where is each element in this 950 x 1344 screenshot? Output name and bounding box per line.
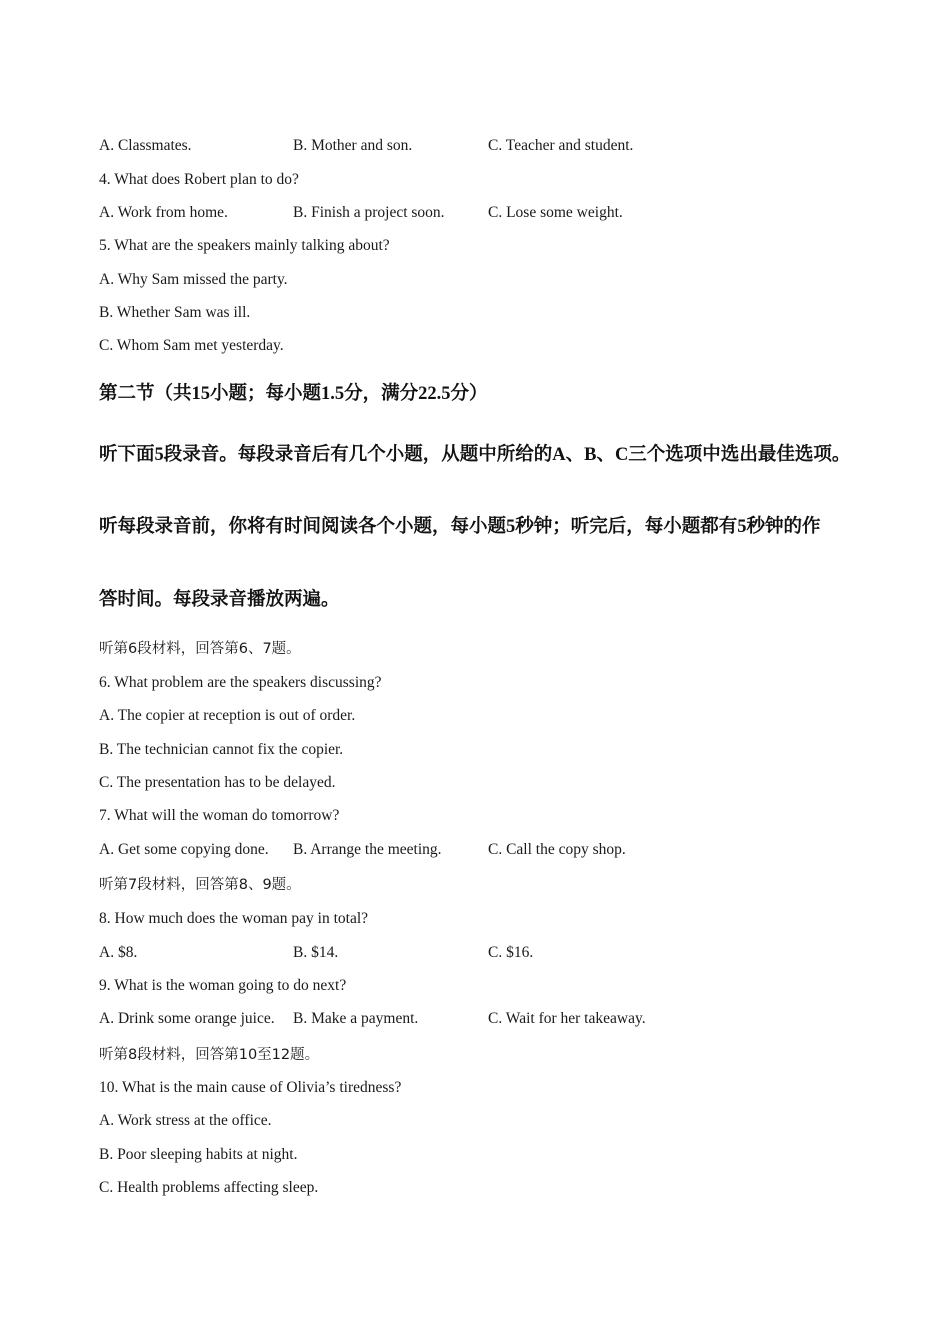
q6-option-c: C. The presentation has to be delayed. [99,774,336,791]
q8-stem: 8. How much does the woman pay in total? [99,910,369,927]
section-2-instruction-2: 听每段录音前，你将有时间阅读各个小题，每小题5秒钟；听完后，每小题都有5秒钟的作 [99,517,821,537]
q6-option-b: B. The technician cannot fix the copier. [99,741,344,758]
q9-stem: 9. What is the woman going to do next? [99,977,347,994]
q10-option-a: A. Work stress at the office. [99,1112,272,1129]
group-6-note: 听第6段材料，回答第6、7题。 [99,641,301,657]
group-7-note: 听第7段材料，回答第8、9题。 [99,877,301,893]
q8-option-b: B. $14. [293,944,339,961]
q4-option-b: B. Finish a project soon. [293,204,445,221]
q7-option-b: B. Arrange the meeting. [293,841,442,858]
q3-option-a: A. Classmates. [99,137,192,154]
q5-stem: 5. What are the speakers mainly talking about? [99,237,390,254]
section-2-instruction-3: 答时间。每段录音播放两遍。 [99,590,340,610]
q8-option-a: A. $8. [99,944,138,961]
q10-stem: 10. What is the main cause of Olivia’s tiredness? [99,1079,402,1096]
q3-option-b: B. Mother and son. [293,137,413,154]
q3-option-c: C. Teacher and student. [488,137,634,154]
q4-option-a: A. Work from home. [99,204,228,221]
q7-option-a: A. Get some copying done. [99,841,269,858]
q8-option-c: C. $16. [488,944,534,961]
section-2-instruction-1: 听下面5段录音。每段录音后有几个小题，从题中所给的A、B、C三个选项中选出最佳选项。 [99,445,851,465]
q9-option-a: A. Drink some orange juice. [99,1010,275,1027]
q4-stem: 4. What does Robert plan to do? [99,171,299,188]
q4-option-c: C. Lose some weight. [488,204,623,221]
q5-option-c: C. Whom Sam met yesterday. [99,337,284,354]
q10-option-c: C. Health problems affecting sleep. [99,1179,319,1196]
q7-stem: 7. What will the woman do tomorrow? [99,807,340,824]
q7-option-c: C. Call the copy shop. [488,841,626,858]
q5-option-a: A. Why Sam missed the party. [99,271,288,288]
q5-option-b: B. Whether Sam was ill. [99,304,251,321]
q9-option-b: B. Make a payment. [293,1010,419,1027]
group-8-note: 听第8段材料，回答第10至12题。 [99,1047,320,1063]
q6-stem: 6. What problem are the speakers discussing? [99,674,382,691]
q9-option-c: C. Wait for her takeaway. [488,1010,646,1027]
section-2-title: 第二节（共15小题；每小题1.5分，满分22.5分） [99,384,488,404]
q6-option-a: A. The copier at reception is out of order. [99,707,356,724]
q10-option-b: B. Poor sleeping habits at night. [99,1146,298,1163]
